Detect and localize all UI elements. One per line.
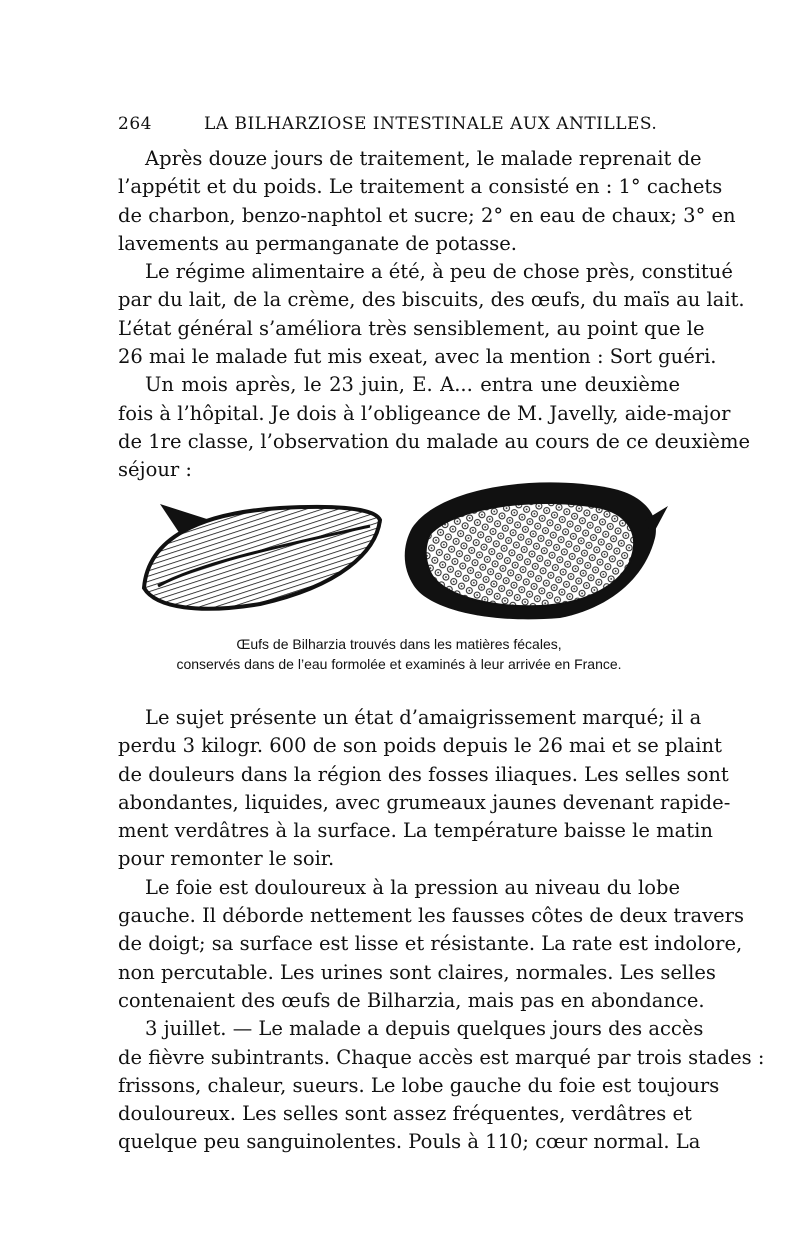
text-line: Le foie est douloureux à la pression au niveau du lobe <box>145 875 680 899</box>
paragraph-4 <box>118 704 731 874</box>
text-line: frissons, chaleur, sueurs. Le lobe gauche du foie est toujours <box>118 1073 720 1097</box>
text-line: de doigt; sa surface est lisse et résistante. La rate est indolore, <box>118 932 743 956</box>
text-line: pour remonter le soir. <box>118 847 335 871</box>
text-block-top <box>118 145 750 485</box>
text-line: Le régime alimentaire a été, à peu de chose près, constitué <box>145 260 733 284</box>
caption-line-2: conservés dans de l’eau formolée et examinés à leur arrivée en France. <box>176 656 622 672</box>
text-line: quelque peu sanguinolentes. Pouls à 110; cœur normal. La <box>118 1130 701 1154</box>
paragraph-2 <box>118 258 745 371</box>
caption-line-1: Œufs de Bilharzia trouvés dans les matières fécales, <box>236 636 562 652</box>
text-line: ment verdâtres à la surface. La température baisse le matin <box>118 819 713 843</box>
text-line: de charbon, benzo-naphtol et sucre; 2° en eau de chaux; 3° en <box>118 203 736 227</box>
egg-right-icon <box>405 482 668 619</box>
text-line: contenaient des œufs de Bilharzia, mais pas en abondance. <box>118 988 705 1012</box>
bilharzia-eggs-illustration <box>140 468 680 628</box>
page-number: 264 <box>118 114 152 134</box>
text-block-bottom <box>118 704 765 1157</box>
egg-left-icon <box>144 504 380 609</box>
figure-caption <box>118 634 680 674</box>
text-line: perdu 3 kilogr. 600 de son poids depuis le 26 mai et se plaint <box>118 734 722 758</box>
text-line: L’état général s’améliora très sensiblement, au point que le <box>118 316 705 340</box>
text-line: par du lait, de la crème, des biscuits, des œufs, du maïs au lait. <box>118 288 745 312</box>
text-line: séjour : <box>118 458 192 482</box>
text-line: fois à l’hôpital. Je dois à l’obligeance de M. Javelly, aide-major <box>118 401 731 425</box>
text-line: de 1re classe, l’observation du malade au cours de ce deuxième <box>118 429 750 453</box>
paragraph-1 <box>118 145 736 258</box>
paragraph-5 <box>118 874 744 1015</box>
running-header <box>118 114 678 140</box>
text-line: Après douze jours de traitement, le malade reprenait de <box>145 147 702 170</box>
text-line: non percutable. Les urines sont claires, normales. Les selles <box>118 960 716 984</box>
text-line: lavements au permanganate de potasse. <box>118 231 517 255</box>
text-line: 3 juillet. — Le malade a depuis quelques jours des accès <box>145 1017 704 1041</box>
text-line: Le sujet présente un état d’amaigrissement marqué; il a <box>145 706 702 729</box>
text-line: douloureux. Les selles sont assez fréquentes, verdâtres et <box>118 1102 692 1126</box>
running-title: LA BILHARZIOSE INTESTINALE AUX ANTILLES. <box>204 114 658 134</box>
text-line: Un mois après, le 23 juin, E. A... entra une deuxième <box>145 373 680 397</box>
text-line: de douleurs dans la région des fosses iliaques. Les selles sont <box>118 762 729 786</box>
text-line: gauche. Il déborde nettement les fausses côtes de deux travers <box>118 904 744 928</box>
paragraph-6 <box>118 1015 765 1156</box>
text-line: l’appétit et du poids. Le traitement a consisté en : 1° cachets <box>118 175 723 199</box>
text-line: 26 mai le malade fut mis exeat, avec la mention : Sort guéri. <box>118 345 717 369</box>
text-line: abondantes, liquides, avec grumeaux jaunes devenant rapide- <box>118 790 731 814</box>
text-line: de fièvre subintrants. Chaque accès est marqué par trois stades : <box>118 1045 765 1069</box>
